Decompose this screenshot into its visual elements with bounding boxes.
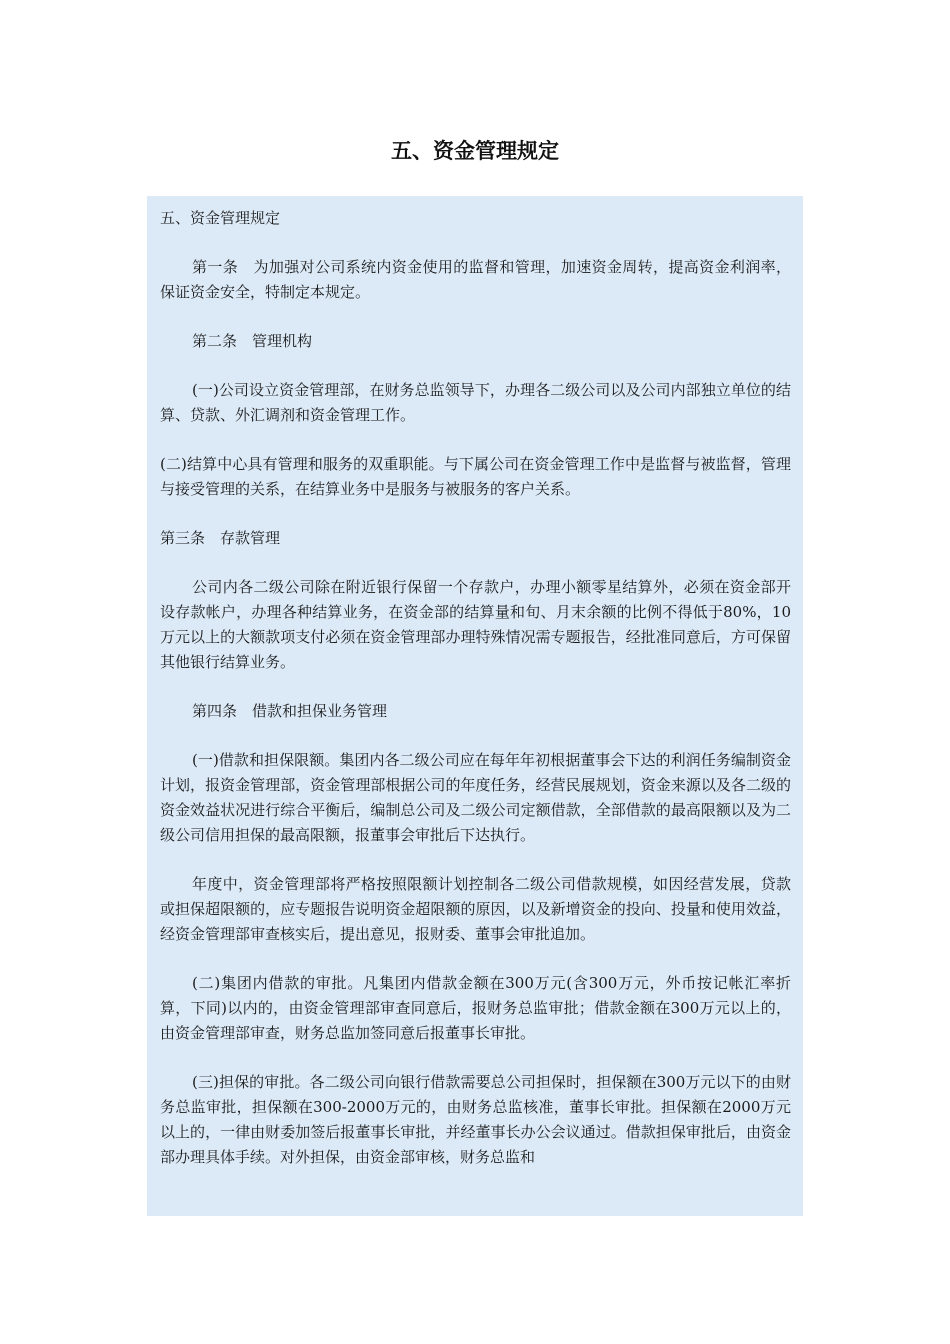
content-panel (147, 196, 803, 1216)
article-1-paragraph: 第一条 为加强对公司系统内资金使用的监督和管理，加速资金周转，提高资金利润率，保证资金安全，特制定本规定。 (160, 258, 791, 301)
article-3-paragraph: 公司内各二级公司除在附近银行保留一个存款户，办理小额零星结算外，必须在资金部开设存款帐户，办理各种结算业务，在资金部的结算量和旬、月末余额的比例不得低于80%，10万元以上的大额款项支付必须在资金管理部办理特殊情况需专题报告，经批准同意后，方可保留其他银行结算业务。 (160, 578, 791, 671)
article-2-item-2: (二)结算中心具有管理和服务的双重职能。与下属公司在资金管理工作中是监督与被监督，管理与接受管理的关系，在结算业务中是服务与被服务的客户关系。 (160, 455, 791, 498)
article-3-heading: 第三条 存款管理 (160, 529, 281, 547)
article-2-heading: 第二条 管理机构 (192, 332, 313, 350)
article-4-item-2: (二)集团内借款的审批。凡集团内借款金额在300万元(含300万元，外币按记帐汇率折算，下同)以内的，由资金管理部审查同意后，报财务总监审批；借款金额在300万元以上的，由资金管理部审查，财务总监加签同意后报董事长审批。 (160, 974, 791, 1042)
section-heading: 五、资金管理规定 (160, 209, 281, 227)
article-4-item-3: (三)担保的审批。各二级公司向银行借款需要总公司担保时，担保额在300万元以下的由财务总监审批，担保额在300-2000万元的，由财务总监核准，董事长审批。担保额在2000万元以上的，一律由财委加签后报董事长审批，并经董事长办公会议通过。借款担保审批后，由资金部办理具体手续。对外担保，由资金部审核，财务总监和 (160, 1073, 791, 1166)
article-4-heading: 第四条 借款和担保业务管理 (192, 702, 388, 720)
article-4-item-1-continued: 年度中，资金管理部将严格按照限额计划控制各二级公司借款规模，如因经营发展，贷款或担保超限额的，应专题报告说明资金超限额的原因，以及新增资金的投向、投量和使用效益，经资金管理部审查核实后，提出意见，报财委、董事会审批追加。 (160, 875, 791, 943)
article-2-item-1: (一)公司设立资金管理部，在财务总监领导下，办理各二级公司以及公司内部独立单位的结算、贷款、外汇调剂和资金管理工作。 (160, 381, 791, 424)
article-4-item-1: (一)借款和担保限额。集团内各二级公司应在每年年初根据董事会下达的利润任务编制资金计划，报资金管理部，资金管理部根据公司的年度任务，经营民展规划，资金来源以及各二级的资金效益状况进行综合平衡后，编制总公司及二级公司定额借款，全部借款的最高限额以及为二级公司信用担保的最高限额，报董事会审批后下达执行。 (160, 751, 791, 844)
document-title: 五、资金管理规定 (391, 139, 559, 163)
